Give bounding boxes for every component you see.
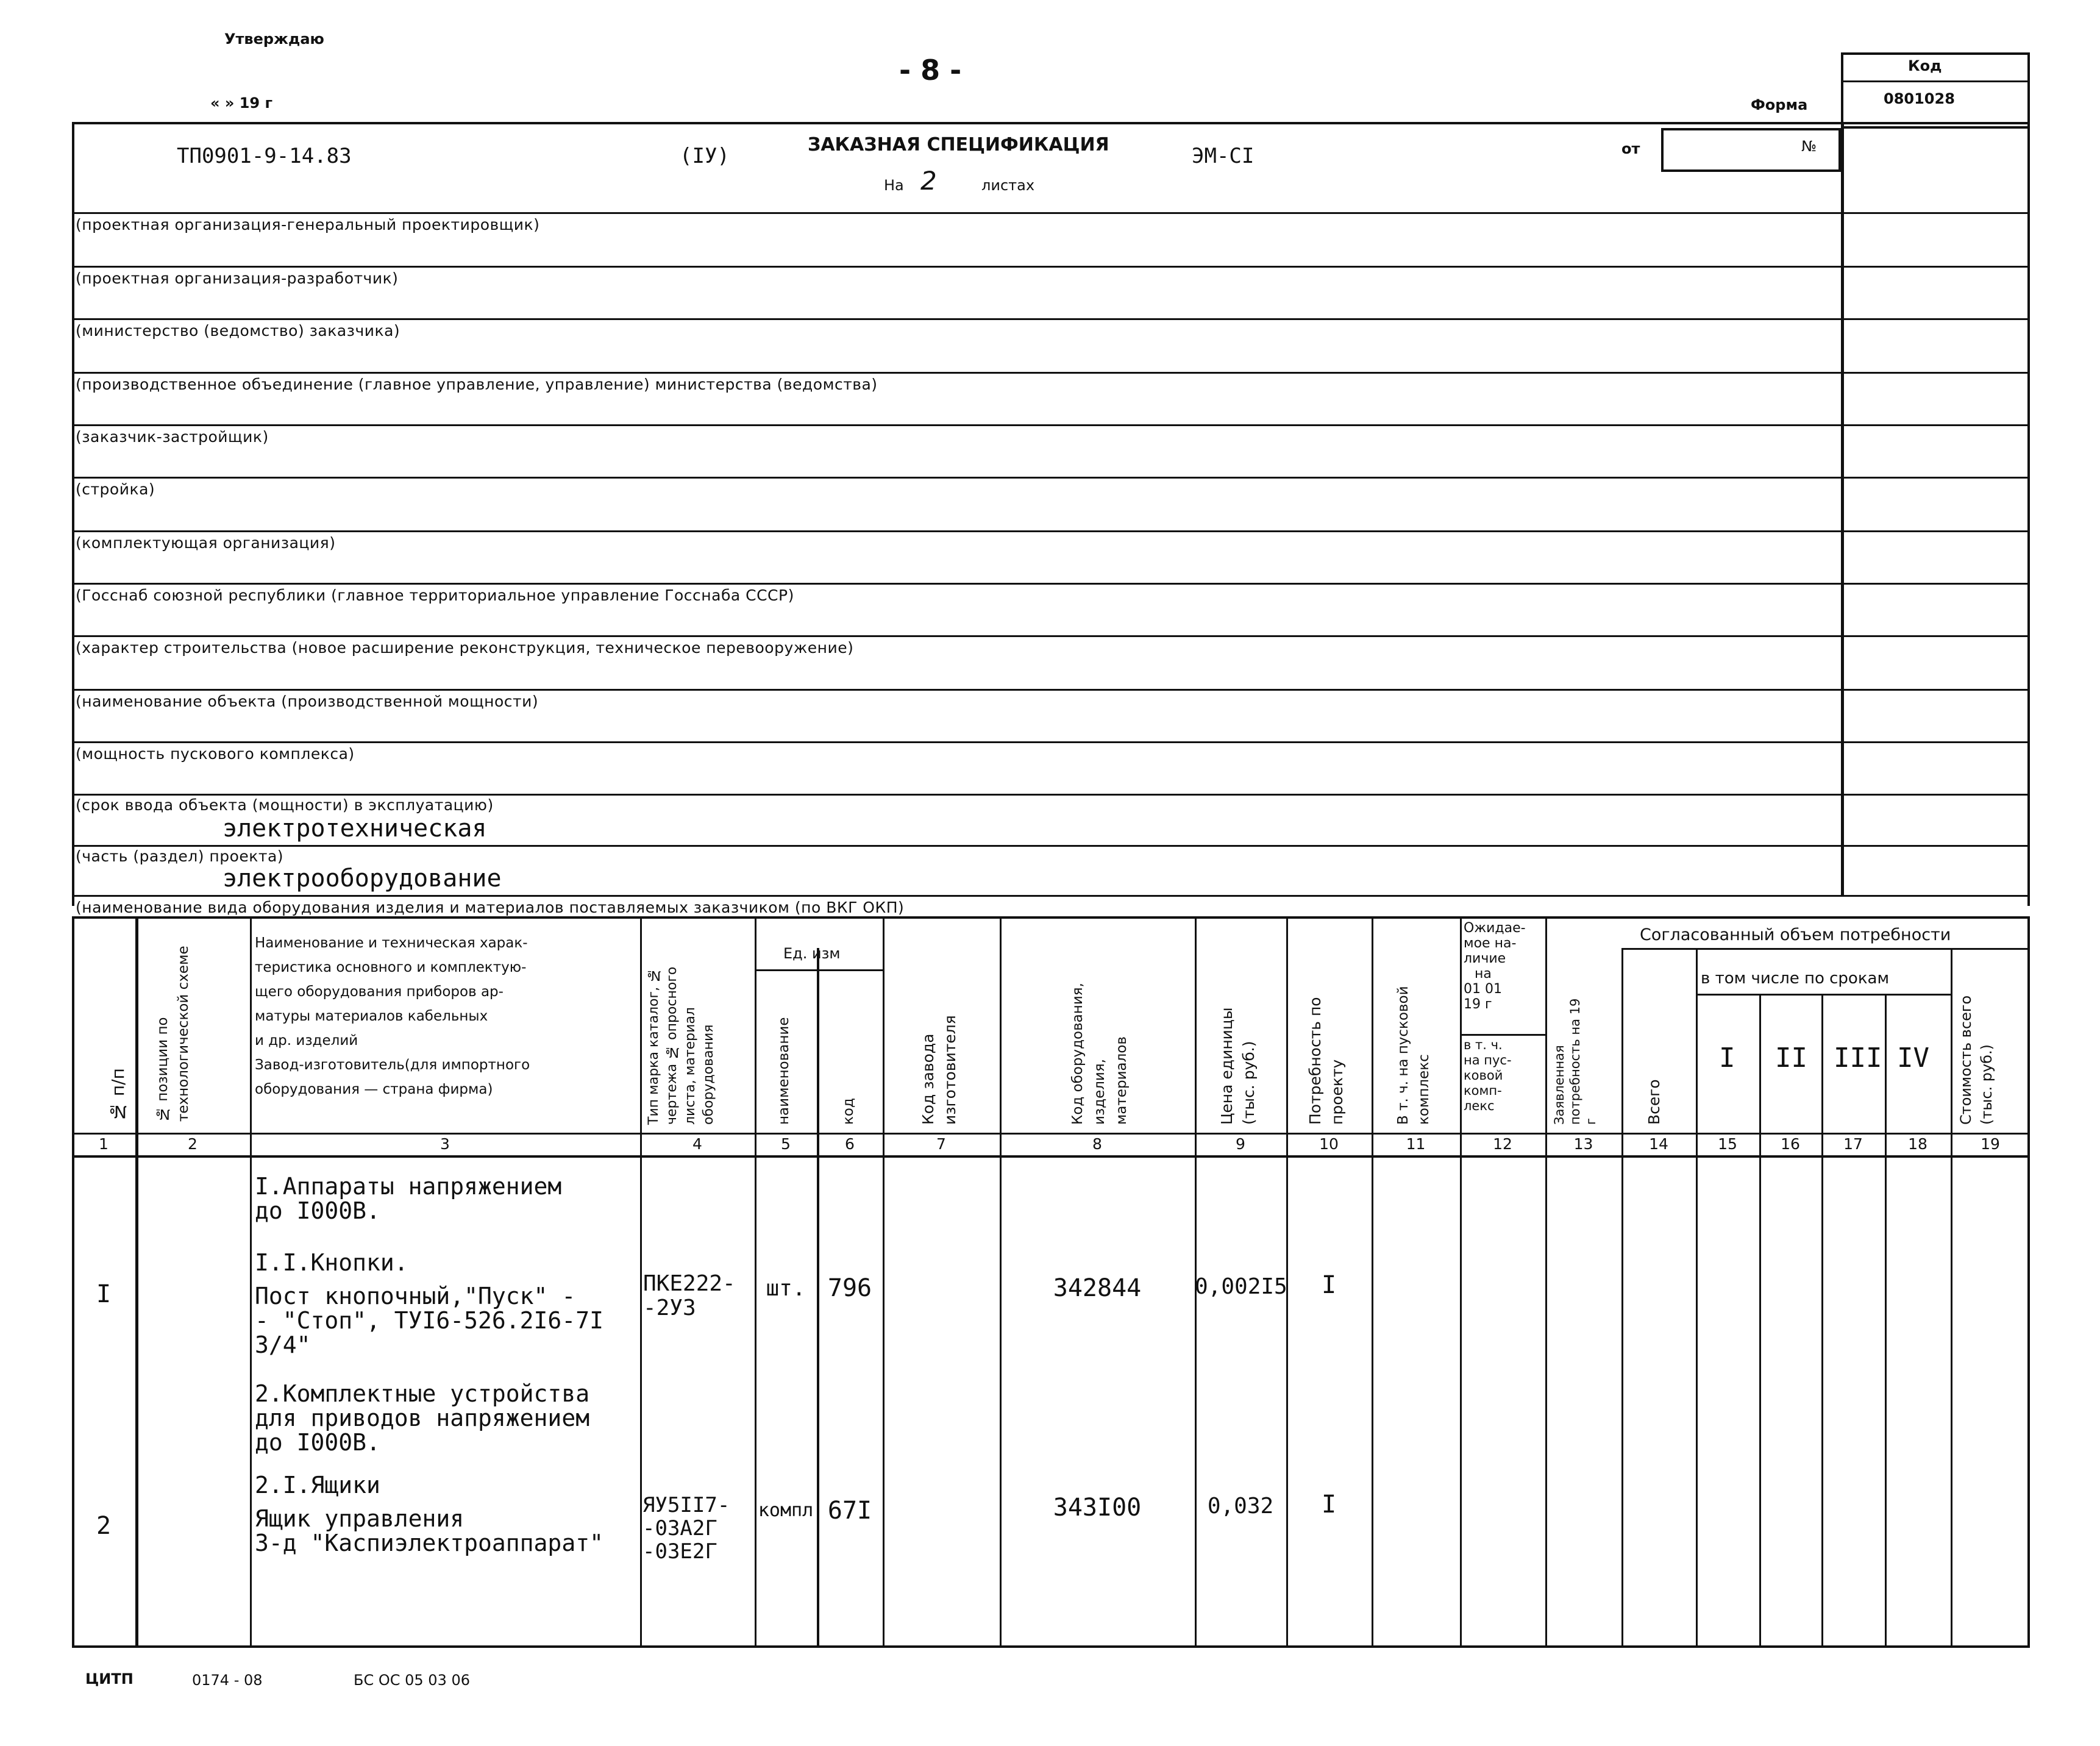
column-number: 12 xyxy=(1493,1135,1512,1153)
header-name-line: матуры материалов кабельных xyxy=(255,1008,488,1024)
header-expected-line: мое на- xyxy=(1464,936,1517,951)
header-scheme-position: № позиции по технологической схеме xyxy=(155,946,191,1122)
field-line xyxy=(72,794,2030,796)
item-name-line: Пост кнопочный,"Пуск" - xyxy=(255,1283,576,1310)
footer-code-1: 0174 - 08 xyxy=(192,1672,263,1689)
column-number: 8 xyxy=(1092,1135,1102,1153)
equipment-kind-value: электрооборудование xyxy=(222,864,502,893)
header-agreed-group: Согласованный объем потребности xyxy=(1640,925,1951,944)
item-type-line: -2У3 xyxy=(643,1295,696,1320)
column-divider xyxy=(883,916,884,1648)
header-expected-line: 19 г xyxy=(1464,997,1492,1012)
subsection-title: I.I.Кнопки. xyxy=(255,1249,408,1276)
header-expected-line: на xyxy=(1475,966,1492,982)
header-type-mark: Тип марка каталог, № чертежа № опросного листа, материал оборудования xyxy=(646,966,716,1125)
field-label-project-part: (часть (раздел) проекта) xyxy=(76,847,284,865)
field-label-object-name: (наименование объекта (производственной мощности) xyxy=(76,693,539,710)
item-price: 0,002I5 xyxy=(1195,1274,1287,1299)
column-number: 9 xyxy=(1236,1135,1245,1153)
column-divider xyxy=(1759,994,1761,1648)
header-startup-share: В т. ч. на пусковой комплекс xyxy=(1395,986,1432,1125)
item-unit-code: 67I xyxy=(827,1497,872,1525)
page-number: - 8 - xyxy=(899,54,962,87)
row-number: I xyxy=(96,1280,112,1308)
column-divider xyxy=(1460,916,1462,1648)
item-equipment-code: 343I00 xyxy=(1053,1494,1142,1522)
expected-split-line xyxy=(1460,1034,1545,1036)
header-row-number: № п/п xyxy=(108,1068,128,1122)
column-number: 2 xyxy=(188,1135,198,1153)
field-label-construction: (стройка) xyxy=(76,480,155,498)
field-line xyxy=(72,895,2030,897)
column-divider xyxy=(1545,916,1547,1648)
item-type-line: -03А2Г xyxy=(642,1516,717,1541)
item-need: I xyxy=(1321,1271,1337,1299)
header-expected-startup-line: лекс xyxy=(1464,1099,1495,1113)
footer-org: ЦИТП xyxy=(85,1670,133,1687)
item-name-line: З-д "Каспиэлектроаппарат" xyxy=(255,1530,603,1556)
column-divider xyxy=(1696,948,1698,1648)
field-line xyxy=(72,845,2030,847)
header-term-I: I xyxy=(1719,1042,1735,1074)
column-number: 4 xyxy=(692,1135,702,1153)
column-number: 5 xyxy=(781,1135,791,1153)
column-number: 19 xyxy=(1981,1135,2000,1153)
form-label: Форма xyxy=(1751,96,1808,113)
header-term-III: III xyxy=(1834,1042,1882,1074)
field-line xyxy=(72,372,2030,374)
column-divider xyxy=(1372,916,1373,1648)
field-label-startup-capacity: (мощность пускового комплекса) xyxy=(76,745,355,763)
header-unit-code: код xyxy=(841,1098,856,1125)
column-divider xyxy=(1951,948,1952,1648)
field-label-customer: (заказчик-застройщик) xyxy=(76,428,269,446)
header-expected-startup xyxy=(1464,1038,1512,1114)
header-expected-availability xyxy=(1464,921,1526,1012)
spec-code: ЭМ-СI xyxy=(1192,144,1255,168)
header-expected-startup-line: ковой xyxy=(1464,1068,1503,1083)
column-divider xyxy=(135,916,138,1648)
column-divider xyxy=(1885,994,1887,1648)
item-type-line: ЯУ5II7- xyxy=(642,1493,730,1517)
column-divider xyxy=(250,916,252,1648)
section-title-line: до I000В. xyxy=(255,1197,380,1224)
column-divider xyxy=(1621,948,1623,1648)
subsection-title: 2.I.Ящики xyxy=(255,1472,380,1498)
header-unit-group: Ед. изм xyxy=(783,945,841,962)
item-type-line: ПКЕ222- xyxy=(643,1271,736,1296)
section-title-line: I.Аппараты напряжением xyxy=(255,1173,562,1200)
column-numbers-bottom-line xyxy=(72,1155,2030,1158)
column-divider xyxy=(640,916,642,1648)
item-type-line: -03Е2Г xyxy=(642,1539,717,1564)
column-number: 13 xyxy=(1573,1135,1593,1153)
field-line xyxy=(72,689,2030,691)
header-unit-name: наименование xyxy=(776,1017,792,1125)
field-label-ministry: (министерство (ведомство) заказчика) xyxy=(76,322,400,340)
header-manufacturer-code: Код завода изготовителя xyxy=(919,1015,959,1125)
header-unit-price: Цена единицы (тыс. руб.) xyxy=(1218,1007,1258,1125)
field-line xyxy=(72,635,2030,637)
section-title-line: для приводов напряжением xyxy=(255,1405,590,1431)
code-column-divider xyxy=(1841,122,1844,895)
header-expected-startup-line: в т. ч. xyxy=(1464,1038,1503,1052)
field-line xyxy=(72,583,2030,585)
field-line xyxy=(72,477,2030,479)
header-name-line: щего оборудования приборов ар- xyxy=(255,984,504,1000)
header-declared-need: Заявленная потребность на 19 г xyxy=(1552,998,1598,1125)
document-title: ЗАКАЗНАЯ СПЕЦИФИКАЦИЯ xyxy=(808,134,1109,155)
header-expected-startup-line: комп- xyxy=(1464,1083,1502,1098)
column-number: 18 xyxy=(1908,1135,1927,1153)
item-name-line: Ящик управления xyxy=(255,1505,464,1532)
item-need: I xyxy=(1321,1491,1337,1519)
column-number: 6 xyxy=(845,1135,855,1153)
field-label-general-designer: (проектная организация-генеральный проектировщик) xyxy=(76,216,540,233)
header-term-II: II xyxy=(1775,1042,1807,1074)
column-number: 1 xyxy=(99,1135,109,1153)
column-number: 3 xyxy=(440,1135,450,1153)
item-unit: компл xyxy=(758,1500,814,1521)
column-number: 17 xyxy=(1843,1135,1863,1153)
unit-group-line xyxy=(755,969,883,971)
field-label-commissioning-date: (срок ввода объекта (мощности) в эксплуатацию) xyxy=(76,796,494,814)
project-code: ТП0901-9-14.83 xyxy=(177,144,352,168)
sheets-count: 2 xyxy=(920,166,937,196)
from-label: от xyxy=(1621,140,1640,157)
field-line xyxy=(72,424,2030,426)
header-name-line: оборудования — страна фирма) xyxy=(255,1081,493,1097)
header-project-need: Потребность по проекту xyxy=(1306,997,1346,1125)
header-name-line: теристика основного и комплектую- xyxy=(255,960,527,975)
row-number: 2 xyxy=(96,1512,112,1540)
project-part: (IУ) xyxy=(680,144,730,168)
section-title-line: до I000В. xyxy=(255,1429,380,1456)
code-box-divider xyxy=(1841,80,2030,82)
column-number: 15 xyxy=(1718,1135,1737,1153)
project-part-value: электротехническая xyxy=(222,814,487,843)
field-label-gossnab: (Госснаб союзной республики (главное территориальное управление Госснаба СССР) xyxy=(76,586,794,604)
field-line xyxy=(72,212,2030,214)
header-expected-line: 01 01 xyxy=(1464,982,1502,997)
sheets-suffix: листах xyxy=(981,177,1035,194)
column-divider xyxy=(1821,994,1823,1648)
field-line xyxy=(72,318,2030,320)
item-name-line: - "Стоп", ТУI6-526.2I6-7I xyxy=(255,1307,603,1334)
header-equipment-code: Код оборудования, изделия, материалов xyxy=(1070,983,1130,1125)
header-expected-startup-line: на пус- xyxy=(1464,1053,1512,1067)
agreed-group-line xyxy=(1621,948,2030,950)
field-line xyxy=(72,741,2030,743)
header-total: Всего xyxy=(1645,1079,1663,1125)
field-label-construction-type: (характер строительства (новое расширение реконструкция, техническое перевооружение) xyxy=(76,639,854,657)
header-expected-line: личие xyxy=(1464,951,1506,966)
terms-group-line xyxy=(1696,994,1951,996)
field-line xyxy=(72,530,2030,532)
header-total-cost: Стоимость всего (тыс. руб.) xyxy=(1957,995,1995,1125)
field-line xyxy=(72,266,2030,268)
header-terms-group: в том числе по срокам xyxy=(1701,969,1890,988)
item-name-line: 3/4" xyxy=(255,1331,311,1358)
field-label-production-association: (производственное объединение (главное управление, управление) министерства (ведомства) xyxy=(76,376,878,393)
item-price: 0,032 xyxy=(1207,1494,1274,1519)
column-number: 14 xyxy=(1649,1135,1668,1153)
column-number: 11 xyxy=(1406,1135,1426,1153)
number-label: № xyxy=(1801,138,1817,155)
approve-label: Утверждаю xyxy=(224,30,324,48)
item-unit: шт. xyxy=(766,1276,806,1301)
column-number: 10 xyxy=(1319,1135,1339,1153)
header-name-line: и др. изделий xyxy=(255,1033,358,1049)
footer-code-2: БС ОС 05 03 06 xyxy=(354,1672,471,1689)
sheets-prefix: На xyxy=(884,177,904,194)
field-label-supplier: (комплектующая организация) xyxy=(76,534,336,552)
item-unit-code: 796 xyxy=(827,1274,872,1302)
header-name-line: Завод-изготовитель(для импортного xyxy=(255,1057,530,1073)
approve-date-line: « » 19 г xyxy=(210,94,273,112)
column-number: 16 xyxy=(1781,1135,1800,1153)
field-label-equipment-kind: (наименование вида оборудования изделия и материалов поставляемых заказчиком (по ВКГ ОКП) xyxy=(76,899,905,916)
column-number: 7 xyxy=(936,1135,946,1153)
header-bottom-line xyxy=(72,1133,2030,1135)
header-name-line: Наименование и техническая харак- xyxy=(255,935,528,951)
code-label: Код xyxy=(1908,57,1942,74)
section-title-line: 2.Комплектные устройства xyxy=(255,1380,590,1407)
header-term-IV: IV xyxy=(1897,1042,1929,1074)
item-equipment-code: 342844 xyxy=(1053,1274,1142,1302)
form-frame xyxy=(72,122,2030,906)
form-code: 0801028 xyxy=(1884,90,1955,107)
header-expected-line: Ожидае- xyxy=(1464,921,1526,936)
field-label-developer: (проектная организация-разработчик) xyxy=(76,269,399,287)
